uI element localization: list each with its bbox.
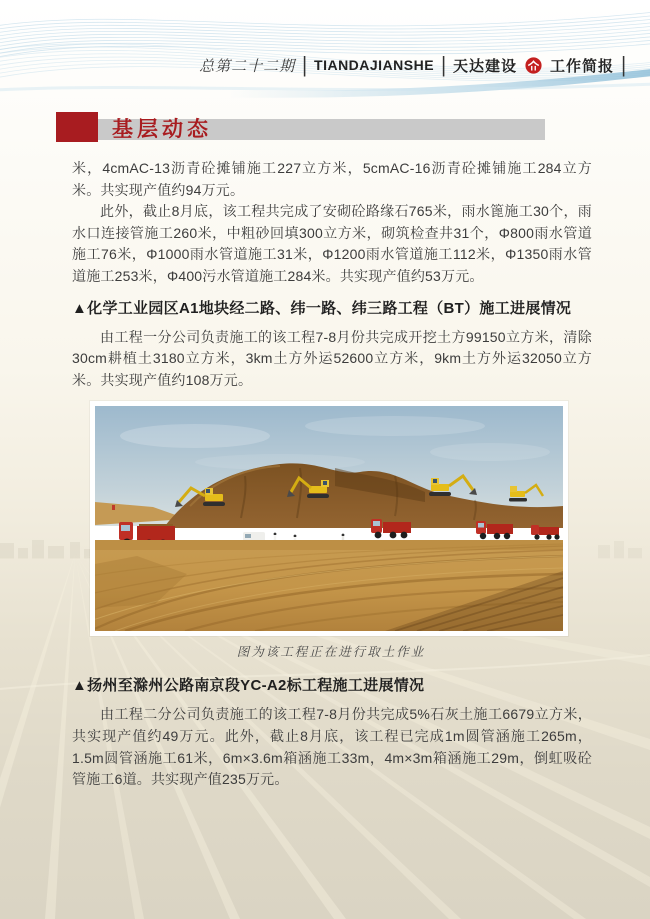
header-publication: 工作简报	[550, 57, 615, 75]
article-body	[72, 158, 592, 791]
tianda-logo-icon	[525, 57, 542, 74]
header-issue: 总第二十二期	[199, 56, 296, 75]
construction-photo-figure	[90, 401, 572, 660]
paragraph-continuation: 米，4cmAC-13沥青砼摊铺施工227立方米，5cmAC-16沥青砼摊铺施工284立方米。共实现产值约94万元。	[72, 160, 592, 198]
article1-paragraph: 由工程一分公司负责施工的该工程7-8月份共完成开挖土方99150立方米，清除30cm耕植土3180立方米，3km土方外运52600立方米，9km土方外运32050立方米。共实现产值约108万元。	[72, 328, 592, 388]
header-brand-cn: 天达建设	[453, 57, 518, 75]
section-title: 基层动态	[112, 117, 212, 141]
header	[199, 53, 626, 77]
header-separator: |	[621, 52, 626, 78]
section-banner	[56, 112, 545, 142]
photo-caption: 图为该工程正在进行取土作业	[236, 644, 426, 660]
article2-heading: ▲扬州至滁州公路南京段YC-A2标工程施工进展情况	[72, 677, 425, 695]
paragraph-overview: 此外，截止8月底，该工程共完成了安砌砼路缘石765米，雨水篦施工30个，雨水口连接管施工260米，中粗砂回填300立方米，砌筑检查井31个，Φ800雨水管道施工76米，Φ1000雨水管道施工31米，Φ1200雨水管道施工112米，Φ1350雨水管道施工253米，Φ400污水管道施工284米。共实现产值约53万元。	[72, 203, 592, 284]
article2-paragraph: 由工程二分公司负责施工的该工程7-8月份共完成5%石灰土施工6679立方米，共实现产值约49万元。此外，截止8月底，该工程已完成1m圆管涵施工265m，1.5m圆管涵施工61米，6m×3.6m箱涵施工33m，4m×3m箱涵施工29m，倒虹吸砼管施工6道。共实现产值235万元。	[72, 706, 592, 788]
dump-truck-icon	[531, 525, 560, 540]
banner-red-block	[56, 112, 98, 142]
header-separator: |	[302, 52, 308, 78]
article1-heading: ▲化学工业园区A1地块经二路、纬一路、纬三路工程（BT）施工进展情况	[72, 299, 572, 317]
header-brand-en: TIANDAJIANSHE	[314, 57, 435, 73]
construction-photo	[90, 401, 568, 636]
header-separator: |	[441, 52, 447, 78]
